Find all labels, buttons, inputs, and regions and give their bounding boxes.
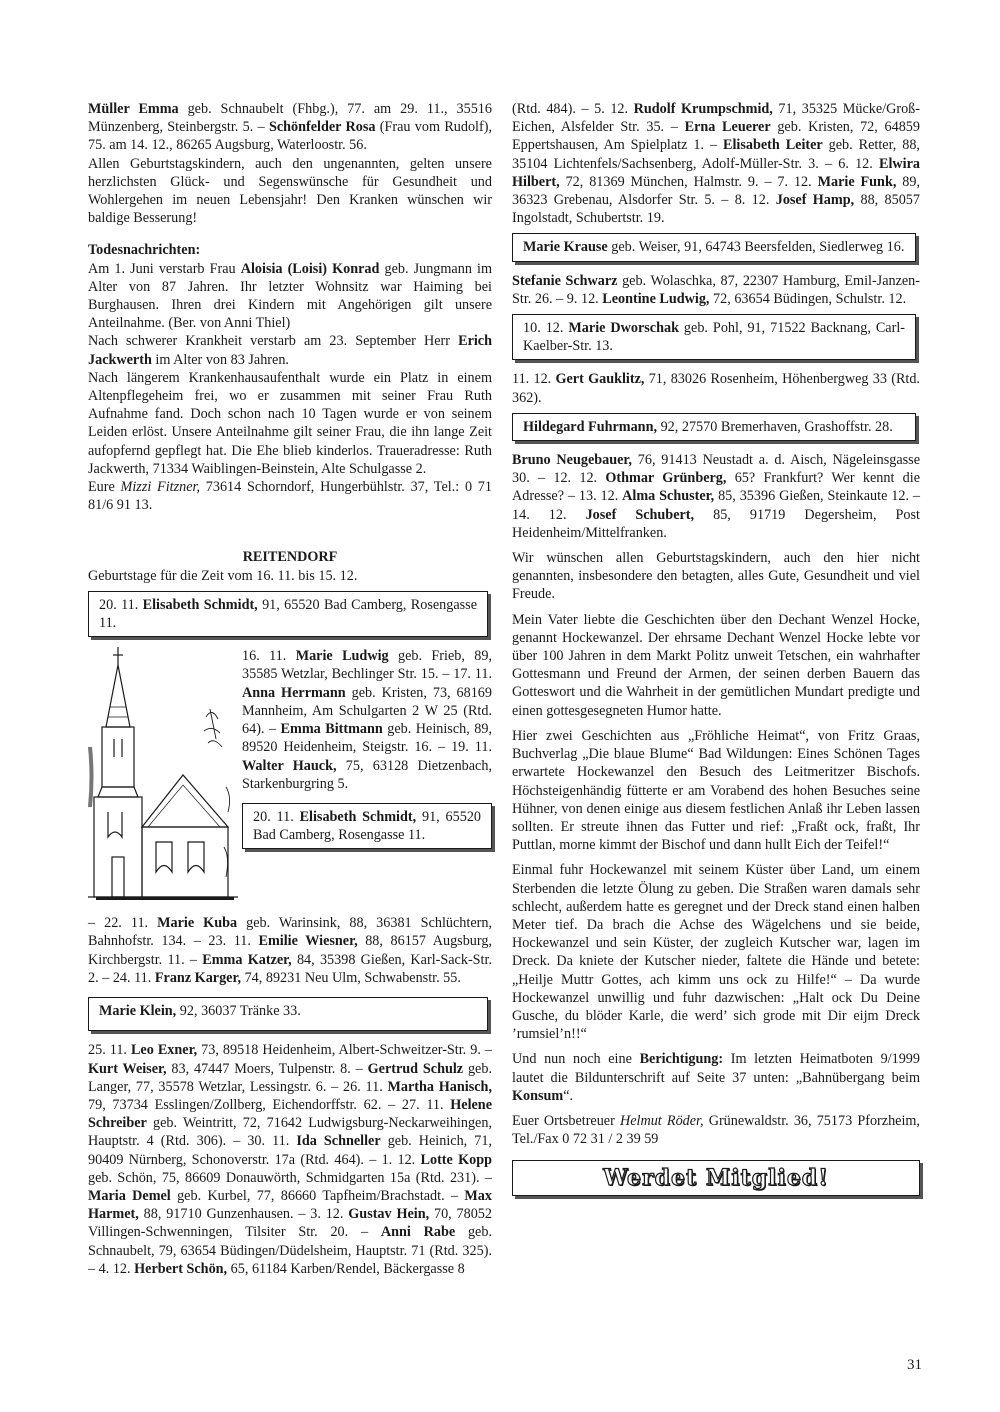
box-text: Marie Klein, 92, 36037 Tränke 33. <box>99 1003 301 1020</box>
join-banner-text: Werdet Mitglied! <box>603 1165 829 1192</box>
birthdays-schwarz: Stefanie Schwarz geb. Wolaschka, 87, 22307 Hamburg, Emil-Janzen-Str. 26. – 9. 12. Leontine Ludwig, 72, 63654 Büdingen, Schulstr. 12. <box>512 272 920 307</box>
name-bold: Müller Emma <box>88 101 179 117</box>
name-italic: Helmut Röder, <box>619 1112 704 1129</box>
name-bold: Marie Dworschak <box>568 320 679 337</box>
name-bold: Ida Schneller <box>296 1133 381 1150</box>
name-bold: Aloisia (Loisi) Konrad <box>240 260 380 277</box>
name-bold: Gertrud Schulz <box>367 1060 464 1077</box>
name-bold: Anni Rabe <box>380 1224 456 1241</box>
birthdays-final: 25. 11. Leo Exner, 73, 89518 Heidenheim, Albert-Schweitzer-Str. 9. – Kurt Weiser, 83, 47447 Moers, Tulpenstr. 8. – Gertrud Schulz geb. Langer, 77, 35578 Wetzlar, Lessingstr. 6. – 26. 11. Martha Hanisch, 79, 73734 Esslingen/Zollberg, Eichendorffstr. 62. – 27. 11. Helene Schreiber geb. Weintritt, 72, 71642 Ludwigsburg-Neckarweihingen, Hauptstr. 4 (Rtd. 306). – 30. 11. Ida Schneller geb. Heinich, 71, 90409 Nürnberg, Schonoverstr. 17a (Rtd. 464). – 1. 12. Lotte Kopp geb. Schön, 75, 86609 Donauwörth, Schmidgarten 15a (Rtd. 231). – Maria Demel geb. Kurbel, 77, 86660 Tapfheim/Brachstadt. – Max Harmet, 88, 91710 Gunzenhausen. – 3. 12. Gustav Hein, 70, 78052 Villingen-Schwenningen, Tilsiter Str. 20. – Anni Rabe geb. Schnaubelt, 79, 63654 Büdingen/Düdelsheim, Hauptstr. 71 (Rtd. 325). – 4. 12. Herbert Schön, 65, 61184 Karben/Rendel, Bäckergasse 8 <box>88 1042 493 1277</box>
name-bold: Emilie Wiesner, <box>258 933 358 950</box>
reitendorf-heading: REITENDORF <box>242 549 338 566</box>
name-bold: Konsum <box>512 1087 564 1104</box>
name-bold: Walter Hauck, <box>242 757 337 774</box>
name-bold: Leo Exner, <box>130 1042 198 1059</box>
wishes-paragraph: Allen Geburtstagskindern, auch den ungenannten, gelten unsere herzlichsten Glück- und Segenswünsche für Gesundheit und Wohlergehen im neuen Lebensjahr! Den Kranken wünschen wir baldige Besserung! <box>88 155 492 227</box>
name-bold: Erich Jackwerth <box>88 333 492 368</box>
closing-roeder: Euer Ortsbetreuer Helmut Röder, Grünewaldstr. 36, 75173 Pforzheim, Tel./Fax 0 72 31 / 2 39 59 <box>512 1112 920 1148</box>
name-bold: Elwira Hilbert, <box>512 155 920 190</box>
name-bold: Leontine Ludwig, <box>602 290 710 307</box>
story-intro: Mein Vater liebte die Geschichten über den Dechant Wenzel Hocke, genannt Hockewanzel. Der ehrsame Dechant Wenzel Hocke lebte vor über 100 Jahren in dem Markt Politz unweit Tetschen, ein wahrhafter Gottesmann und Freund der Armen, der seinen derben Bauern das Gotteswort und die Wahrheit in der gemütlichen Mundart predigte und einen gottesgesegneten Humor hatte. <box>512 611 920 719</box>
name-bold: Elisabeth Schmidt, <box>142 596 258 613</box>
page-number: 31 <box>907 1357 922 1373</box>
name-bold: Franz Karger, <box>154 969 242 986</box>
story-chickens: Hier zwei Geschichten aus „Fröhliche Heimat“, von Fritz Graas, Buchverlag „Die blaue Blume“ Bad Wildungen: Eines Schönen Tages erwartete Hockewanzel den Besuch des Leitmeritzer Bischofs. Höchsteigenhändig fütterte er am Vorabend des hohen Besuches seine Hühner, von denen einige aus diesem festlichen Anlaß ihr Leben lassen sollten. Er streute ihnen das Futter und rief: „Fraßt ock, fraßt, Ihr Puttlan, morne kimmt der Bischof und dann hullt Eich der Teifel!“ <box>512 727 920 854</box>
name-bold: Max Harmet, <box>88 1187 492 1223</box>
name-italic: Mizzi Fitzner, <box>120 479 200 496</box>
name-bold: Bruno Neugebauer, <box>512 452 632 469</box>
highlight-box-fuhrmann <box>512 413 916 441</box>
box-text: 20. 11. Elisabeth Schmidt, 91, 65520 Bad Camberg, Rosengasse 11. <box>253 808 482 844</box>
left-column <box>88 100 492 1278</box>
highlight-box-schmidt <box>88 591 488 637</box>
join-banner <box>512 1160 920 1196</box>
name-bold: Erna Leuerer <box>684 119 771 136</box>
name-bold: Helene Schreiber <box>88 1096 492 1132</box>
reitendorf-subtitle: Geburtstage für die Zeit vom 16. 11. bis 15. 12. <box>88 567 358 584</box>
name-bold: Marie Kuba <box>157 915 238 932</box>
name-bold: Othmar Grünberg, <box>605 470 727 487</box>
highlight-box-krause <box>512 233 916 261</box>
birthdays-continued: – 22. 11. Marie Kuba geb. Warinsink, 88, 36381 Schlüchtern, Bahnhofstr. 134. – 23. 11. Emilie Wiesner, 88, 86157 Augsburg, Kirchbergstr. 11. – Emma Katzer, 84, 35398 Gießen, Karl-Sack-Str. 2. – 24. 11. Franz Karger, 74, 89231 Neu Ulm, Schwabenstr. 55. <box>88 915 492 986</box>
birthdays-neugebauer: Bruno Neugebauer, 76, 91413 Neustadt a. d. Aisch, Nägeleinsgasse 30. – 12. 12. Othmar Grünberg, 65? Frankfurt? Wer kennt die Adresse? – 13. 12. Alma Schuster, 85, 35396 Gießen, Steinkaute 12. – 14. 12. Josef Schubert, 85, 91719 Degersheim, Post Heidenheim/Mittelfranken. <box>512 452 920 541</box>
name-bold: Marie Klein, <box>99 1003 177 1020</box>
name-bold: Marie Krause <box>523 239 608 256</box>
story-wagon: Einmal fuhr Hockewanzel mit seinem Küster über Land, um einem Sterbenden die letzte Ölung zu geben. Die Straßen waren damals sehr schlecht, außerdem hatte es geregnet und der Dreck stand einen halben Meter tief. Da brach die Achse des Wägelchens und sie beide, Hockewanzel und sein Küster, der zugleich Kutscher war, lagen im Dreck. Da kniete der Kutscher nieder, faltete die Hände und betete: „Heilje Muttr Gottes, ach kimm uns ock zu Hilfe!“ – Da wurde Hockewanzel unwillig und fuhr dazwischen: „Halt ock Du Deine Gusche, du blöder Karle, die werd’ sich grode mit Dir eijm Dreck ’rumsiel’n!!“ <box>512 862 920 1043</box>
box-text: 10. 12. Marie Dworschak geb. Pohl, 91, 71522 Backnang, Carl-Kaelber-Str. 13. <box>523 320 905 355</box>
highlight-box-klein <box>88 997 488 1031</box>
name-bold: Kurt Weiser, <box>88 1060 167 1077</box>
name-bold: Lotte Kopp <box>420 1151 493 1168</box>
name-bold: Anna Herrmann <box>242 684 346 701</box>
obituary-jackwerth: Nach schwerer Krankheit verstarb am 23. September Herr Erich Jackwerth im Alter von 83 Jahren. <box>88 333 492 368</box>
name-bold: Gustav Hein, <box>348 1206 430 1223</box>
name-bold: Emma Bittmann <box>280 721 383 738</box>
highlight-box-schmidt-2 <box>242 803 492 849</box>
birthday-intro: Müller Emma geb. Schnaubelt (Fhbg.), 77. am 29. 11., 35516 Münzenberg, Steinbergstr. 5. – Schönfelder Rosa (Frau vom Rudolf), 75. am 14. 12., 86265 Augsburg, Waterloostr. 56. <box>88 101 492 154</box>
obituary-konrad: Am 1. Juni verstarb Frau Aloisia (Loisi) Konrad geb. Jungmann im Alter von 87 Jahren. Ihr letzter Wohnsitz war Haiming bei Burghausen. Ihren drei Kindern mit Angehörigen gilt unsere Anteilnahme. (Ber. von Anni Thiel) <box>88 260 492 332</box>
name-bold: Stefanie Schwarz <box>512 272 618 289</box>
signature-fitzner: Eure Mizzi Fitzner, 73614 Schorndorf, Hungerbühlstr. 37, Tel.: 0 71 81/6 91 13. <box>88 479 492 514</box>
name-bold: Schönfelder Rosa <box>268 119 376 136</box>
name-bold: Alma Schuster, <box>622 488 715 505</box>
name-bold: Rudolf Krumpschmid, <box>633 101 773 117</box>
church-illustration <box>88 647 238 907</box>
church-section <box>88 647 492 907</box>
name-bold: Josef Schubert, <box>585 506 695 523</box>
name-bold: Elisabeth Schmidt, <box>299 808 417 825</box>
box-text: Hildegard Fuhrmann, 92, 27570 Bremerhaven, Grashoffstr. 28. <box>523 418 893 435</box>
name-bold: Hildegard Fuhrmann, <box>523 418 658 435</box>
name-bold: Berichtigung: <box>639 1051 724 1068</box>
name-bold: Gert Gauklitz, <box>555 371 645 388</box>
name-bold: Maria Demel <box>88 1187 171 1204</box>
obituary-jackwerth-detail: Nach längerem Krankenhausaufenthalt wurde ein Platz in einem Altenpflegeheim frei, wo er zusammen mit seiner Frau Ruth Aufnahme fand. Doch schon nach 10 Tagen wurde er von seinem Leiden erlöst. Unsere Anteilnahme gilt seiner Frau, die ihn lange Zeit aufopfernd gepflegt hat. Die Ehe blieb kinderlos. Traueradresse: Ruth Jackwerth, 71334 Waiblingen-Beinstein, Alte Schulgasse 2. <box>88 369 492 477</box>
name-bold: Martha Hanisch, <box>387 1078 492 1095</box>
correction-note: Und nun noch eine Berichtigung: Im letzten Heimatboten 9/1999 lautet die Bildunterschrift auf Seite 37 unten: „Bahnübergang beim Konsum“. <box>512 1051 920 1104</box>
name-bold: Herbert Schön, <box>134 1260 228 1277</box>
box-text: 20. 11. Elisabeth Schmidt, 91, 65520 Bad Camberg, Rosengasse 11. <box>99 596 477 632</box>
birthdays-gauklitz: 11. 12. Gert Gauklitz, 71, 83026 Rosenheim, Höhenbergweg 33 (Rtd. 362). <box>512 371 920 406</box>
reitendorf-birthdays: 16. 11. Marie Ludwig geb. Frieb, 89, 35585 Wetzlar, Bechlinger Str. 15. – 17. 11. Anna Herrmann geb. Kristen, 73, 68169 Mannheim, Am Schulgarten 2 W 25 (Rtd. 64). – Emma Bittmann geb. Heinisch, 89, 89520 Heidenheim, Steigstr. 16. – 19. 11. Walter Hauck, 75, 63128 Dietzenbach, Starkenburgring 5. <box>242 648 492 792</box>
name-bold: Elisabeth Leiter <box>722 137 823 154</box>
box-text: Marie Krause geb. Weiser, 91, 64743 Beersfelden, Siedlerweg 16. <box>523 239 905 256</box>
todes-heading: Todesnachrichten: <box>88 242 201 259</box>
reitendorf-list <box>242 647 492 849</box>
name-bold: Marie Funk, <box>817 173 897 190</box>
name-bold: Emma Katzer, <box>202 951 292 968</box>
right-column <box>512 100 920 1196</box>
name-bold: Josef Hamp, <box>775 192 855 209</box>
wishes-right: Wir wünschen allen Geburtstagskindern, auch den hier nicht genannten, insbesondere den betagten, alles Gute, Gesundheit und viel Freude. <box>512 550 920 603</box>
birthdays-continued-right: (Rtd. 484). – 5. 12. Rudolf Krumpschmid, 71, 35325 Mücke/Groß-Eichen, Alsfelder Str. 35. – Erna Leuerer geb. Kristen, 72, 64859 Eppertshausen, Am Spielplatz 1. – Elisabeth Leiter geb. Retter, 88, 35104 Lichtenfels/Sachsenberg, Adolf-Müller-Str. 3. – 6. 12. Elwira Hilbert, 72, 81369 München, Halmstr. 9. – 7. 12. Marie Funk, 89, 36323 Grebenau, Alsdorfer Str. 5. – 8. 12. Josef Hamp, 88, 85057 Ingolstadt, Schubertstr. 19. <box>512 101 921 227</box>
name-bold: Marie Ludwig <box>295 648 389 665</box>
highlight-box-dworschak <box>512 314 916 360</box>
